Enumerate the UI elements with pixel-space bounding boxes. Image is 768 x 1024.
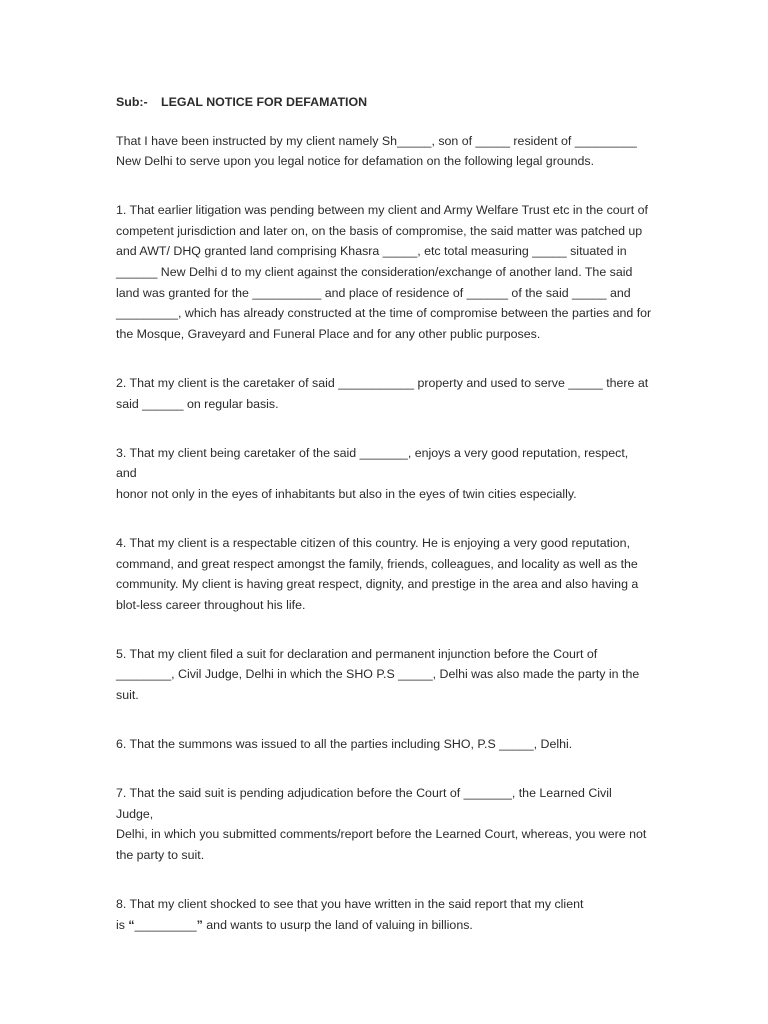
subject-prefix: Sub:- [116,95,148,109]
intro-paragraph: That I have been instructed by my client namely Sh_____, son of _____ resident of _________ New Delhi to serve upon you legal notice for defamation on the following legal grounds. [116,133,637,169]
paragraph-8-line-1: 8. That my client shocked to see that you have written in the said report that my client [116,897,584,912]
document-body [116,92,652,964]
close-quote: ” [196,917,203,932]
subject-line [116,92,652,113]
paragraph-2: 2. That my client is the caretaker of said ___________ property and used to serve _____ there at said ______ on regular basis. [116,375,649,411]
subject-title: LEGAL NOTICE FOR DEFAMATION [161,95,368,109]
open-quote: “ [128,917,135,932]
paragraph-5: 5. That my client filed a suit for declaration and permanent injunction before the Court of ________, Civil Judge, Delhi in which the SHO P.S _____, Delhi was also made the party in the suit. [116,646,640,702]
paragraph-3: 3. That my client being caretaker of the said _______, enjoys a very good reputation, respect, and honor not only in the eyes of inhabitants but also in the eyes of twin cities especially. [116,445,629,501]
paragraph-8 [116,894,652,935]
paragraph-4: 4. That my client is a respectable citizen of this country. He is enjoying a very good reputation, command, and great respect amongst the family, friends, colleagues, and locality as well as the community. My client is having great respect, dignity, and prestige in the area and also having a blot-less career throughout his life. [116,535,639,612]
paragraph-7: 7. That the said suit is pending adjudication before the Court of _______, the Learned Civil Judge, Delhi, in which you submitted comments/report before the Learned Court, whereas, you were not the party to suit. [116,786,647,862]
paragraph-6: 6. That the summons was issued to all the parties including SHO, P.S _____, Delhi. [116,737,573,752]
paragraph-8-post: and wants to usurp the land of valuing in billions. [202,917,473,932]
paragraph-1: 1. That earlier litigation was pending between my client and Army Welfare Trust etc in the court of competent jurisdiction and later on, on the basis of compromise, the said matter was patched up and AWT/ DHQ granted land comprising Khasra _____, etc total measuring _____ situated in ______ New Delhi d to my client against the consideration/exchange of another land. The said land was granted for the __________ and place of residence of ______ of the said _____ and _________, which has already constructed at the time of compromise between the parties and for the Mosque, Graveyard and Funeral Place and for any other public purposes. [116,203,652,341]
paragraph-8-pre: is [116,917,129,932]
quoted-blank: _________ [134,917,197,932]
